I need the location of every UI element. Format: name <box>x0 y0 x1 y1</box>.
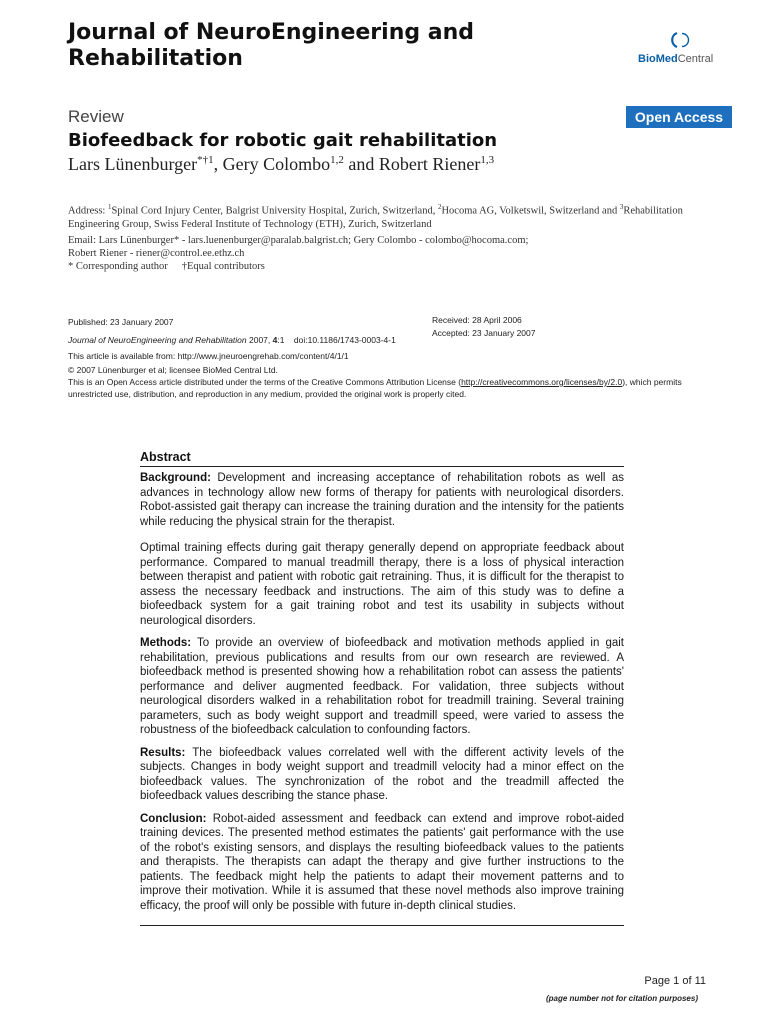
abstract-conclusion <box>140 812 624 914</box>
citation-line <box>68 334 396 346</box>
received-date: Received: 28 April 2006 <box>432 315 522 325</box>
page-number: Page 1 of 11 <box>644 975 706 987</box>
author-notes <box>68 260 265 273</box>
abstract-heading: Abstract <box>140 450 191 464</box>
license-pre: This is an Open Access article distributed under the terms of the Creative Commons Attribution License ( <box>68 377 462 387</box>
open-access-badge: Open Access <box>626 106 732 128</box>
background-text: Development and increasing acceptance of rehabilitation robots as well as advances in technology allow new forms of therapy for patients with neurological disorders. Robot-assisted gait therapy can increase the training duration and the intensity for the patients while reducing the physical strain for the therapist. <box>140 472 624 528</box>
email-line[interactable]: Robert Riener - riener@control.ee.ethz.ch <box>68 248 245 259</box>
abstract-top-rule <box>140 466 624 467</box>
article-title: Biofeedback for robotic gait rehabilitation <box>68 130 498 151</box>
author-list <box>68 154 494 175</box>
affiliation-text: Spinal Cord Injury Center, Balgrist University Hospital, Zurich, Switzerland, <box>111 205 438 217</box>
address-label: Address: <box>68 205 108 217</box>
accepted-date: Accepted: 23 January 2007 <box>432 328 536 338</box>
author-separator: and <box>343 154 379 174</box>
abstract-bottom-rule <box>140 925 624 926</box>
logo-wordmark <box>638 53 713 65</box>
affiliation-mark: 1 <box>107 203 112 211</box>
abstract-background <box>140 471 624 529</box>
citation-volume: 4 <box>272 335 278 345</box>
license-text <box>68 376 708 400</box>
methods-label: Methods: <box>140 637 192 649</box>
biomed-central-logo <box>638 30 728 70</box>
logo-brand: BioMed <box>638 53 678 65</box>
conclusion-text: Robot-aided assessment and feedback can extend and improve robot-aided training devices. The presented method estimates the patients' gait performance with the use of the robot's existing sensors, and displays the resulting biofeedback values to the patients and therapists. The therapists can adapt the therapy and give further instructions to the patients. The feedback might help the patients to adapt their movement patterns and to improve their motivation. While it is assumed that these novel methods also improve training efficacy, the proof will only be possible with future in-depth clinical studies. <box>140 812 624 912</box>
article-type: Review <box>68 107 124 126</box>
author-affiliation-marks: 1,2 <box>330 154 344 166</box>
citation-journal: Journal of NeuroEngineering and Rehabilitation <box>68 335 247 345</box>
affiliation-mark: 3 <box>619 203 624 211</box>
published-date: Published: 23 January 2007 <box>68 317 174 327</box>
license-post: ), which permits unrestricted use, distribution, and reproduction in any medium, provided the original work is properly cited. <box>68 377 682 399</box>
license-link[interactable]: http://creativecommons.org/licenses/by/2.0 <box>461 377 623 387</box>
email-block <box>68 234 700 260</box>
methods-text: To provide an overview of biofeedback and motivation methods applied in gait rehabilitation, previous publications and results from our own research are reviewed. A biofeedback method is presented showing how a rehabilitation robot can assess the patients' performance and deliver augmented feedback. For validation, three subjects without neurological disorders walked in a rehabilitation robot for treadmill training. Several training parameters, such as body weight support and treadmill speed, were varied to assess the robustness of the biofeedback calculation to confounding factors. <box>140 637 624 736</box>
journal-title: Journal of NeuroEngineering and Rehabilitation <box>68 20 475 71</box>
author-name[interactable]: Robert Riener <box>378 154 481 174</box>
citation-doi[interactable]: :1 doi:10.1186/1743-0003-4-1 <box>277 335 396 345</box>
email-line[interactable]: Email: Lars Lünenburger* - lars.luenenburger@paralab.balgrist.ch; Gery Colombo - colombo@hocoma.com; <box>68 235 529 246</box>
abstract-box <box>140 450 624 926</box>
author-name[interactable]: Gery Colombo <box>222 154 331 174</box>
author-affiliation-marks: *†1 <box>197 154 214 166</box>
abstract-methods <box>140 636 624 738</box>
equal-contributors-note: †Equal contributors <box>181 261 265 272</box>
abstract-background-2: Optimal training effects during gait therapy generally depend on appropriate feedback about performance. Compared to manual treadmill therapy, there is a loss of physical interaction between therapist and patient with robotic gait retraining. Thus, it is difficult for the therapist to assess the necessary feedback and instructions. The aim of this study was to define a biofeedback system for a gait training robot and test its usability in subjects without neurological disorders. <box>140 542 624 627</box>
received-accepted <box>432 314 536 340</box>
conclusion-label: Conclusion: <box>140 812 207 825</box>
affiliation-mark: 2 <box>437 203 442 211</box>
affiliation-text: Rehabilitation Engineering Group, Swiss Federal Institute of Technology (ETH), Zurich, Switzerland <box>68 205 683 230</box>
affiliation-text: Hocoma AG, Volketswil, Switzerland and <box>441 205 620 217</box>
corresponding-author-note: * Corresponding author <box>68 261 168 272</box>
article-url[interactable]: This article is available from: http://www.jneuroengrehab.com/content/4/1/1 <box>68 351 349 361</box>
biomed-logo-icon <box>670 30 690 50</box>
author-affiliation-marks: 1,3 <box>480 154 495 166</box>
citation-year: 2007, <box>246 335 273 345</box>
citation-note: (page number not for citation purposes) <box>545 994 698 1003</box>
author-separator: , <box>213 154 223 174</box>
copyright-license-block <box>68 364 708 400</box>
background-label: Background: <box>140 472 211 484</box>
logo-suffix: Central <box>677 53 714 65</box>
results-text: The biofeedback values correlated well with the different activity levels of the subjects. Changes in body weight support and treadmill velocity had a minor effect on the biofeedback values. The synchronization of the robot and the treadmill affected the biofeedback values describing the stance phase. <box>140 746 624 802</box>
results-label: Results: <box>140 746 186 759</box>
author-name[interactable]: Lars Lünenburger <box>68 154 198 174</box>
address-block <box>68 201 700 231</box>
abstract-results <box>140 746 624 804</box>
copyright-line: © 2007 Lünenburger et al; licensee BioMed Central Ltd. <box>68 365 278 375</box>
